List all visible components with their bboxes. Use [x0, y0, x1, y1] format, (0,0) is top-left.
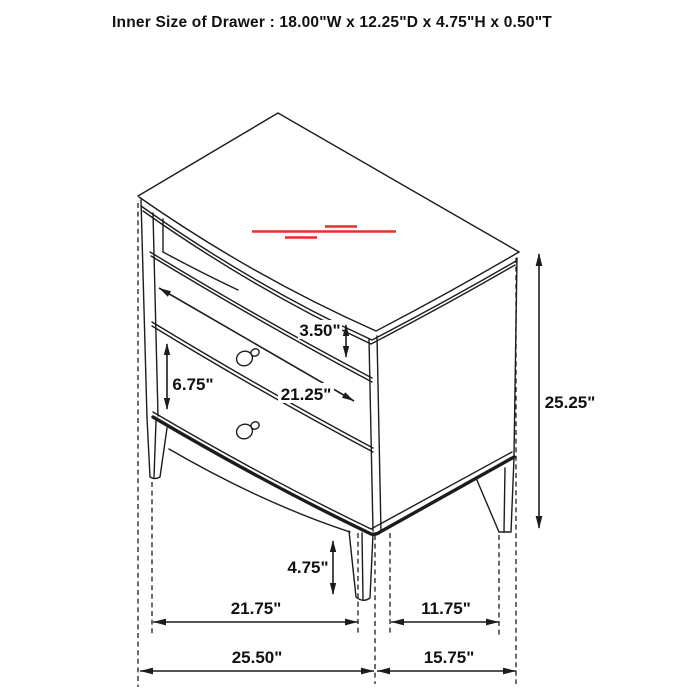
leg-face-line — [154, 421, 156, 477]
leg-outline — [349, 531, 373, 600]
dim-overall-height — [536, 253, 600, 529]
arrowhead-up — [164, 343, 170, 355]
top-face-front-edges — [139, 197, 519, 331]
dim-overall-height-label: 25.25" — [544, 393, 596, 412]
left-edge-inner — [153, 213, 158, 416]
dim-base-depth — [391, 599, 499, 625]
dim-leg-height — [284, 540, 336, 595]
shelf-board-edge-bottom — [151, 256, 372, 382]
arrowhead-right — [361, 668, 374, 675]
arrowhead-down — [536, 516, 543, 529]
left-edge-outer — [141, 200, 147, 418]
arrowhead-left — [153, 619, 166, 626]
dim-base-width — [153, 599, 358, 625]
arrowhead-right — [342, 392, 354, 401]
leg-face-line — [362, 533, 363, 599]
front-stile-right — [377, 336, 381, 532]
shelf-board-edge-top — [150, 252, 372, 378]
arrowhead-left — [391, 619, 404, 626]
dim-overall-depth — [377, 648, 516, 674]
dim-overall-width-label: 25.50" — [231, 648, 283, 667]
arrowhead-left — [159, 288, 171, 297]
dim-drawer-width-label: 21.25" — [280, 385, 332, 404]
dim-drawer2-height — [164, 343, 216, 410]
arrowhead-down — [164, 398, 170, 410]
arrowhead-down — [330, 583, 336, 595]
leg-face-line — [504, 468, 505, 532]
nightstand-drawing — [138, 113, 519, 600]
dim-overall-width — [140, 648, 374, 674]
arrowhead-left — [377, 668, 390, 675]
arrowhead-up — [330, 540, 336, 552]
dim-base-width-label: 21.75" — [230, 599, 282, 618]
drawer2-knob — [235, 421, 261, 441]
shelf-interior-line — [163, 252, 238, 290]
page-title: Inner Size of Drawer : 18.00"W x 12.25"D x 4.75"H x 0.50"T — [112, 14, 552, 31]
dim-overall-depth-label: 15.75" — [423, 648, 475, 667]
knob-stem — [250, 421, 261, 431]
arrowhead-right — [486, 619, 499, 626]
apron-bottom-edge — [169, 449, 350, 532]
dim-drawer1-height-label: 3.50" — [299, 321, 341, 340]
arrowhead-left — [140, 668, 153, 675]
arrowhead-up — [536, 253, 543, 266]
front-right-leg — [349, 531, 373, 600]
arrowhead-right — [345, 619, 358, 626]
arrowhead-down — [343, 346, 349, 358]
dim-drawer2-height-label: 6.75" — [172, 375, 214, 394]
arrowhead-up — [343, 324, 349, 336]
leg-outline — [147, 418, 167, 479]
dim-leg-height-label: 4.75" — [287, 558, 329, 577]
bottom-molding-heavy — [153, 417, 514, 534]
front-stile-left — [369, 339, 373, 531]
drawer1-knob — [235, 348, 261, 368]
dim-base-depth-label: 11.75" — [421, 599, 471, 618]
red-accent-marks — [252, 227, 396, 238]
knob-stem — [250, 348, 261, 358]
front-left-leg — [147, 418, 167, 479]
arrowhead-right — [503, 668, 516, 675]
